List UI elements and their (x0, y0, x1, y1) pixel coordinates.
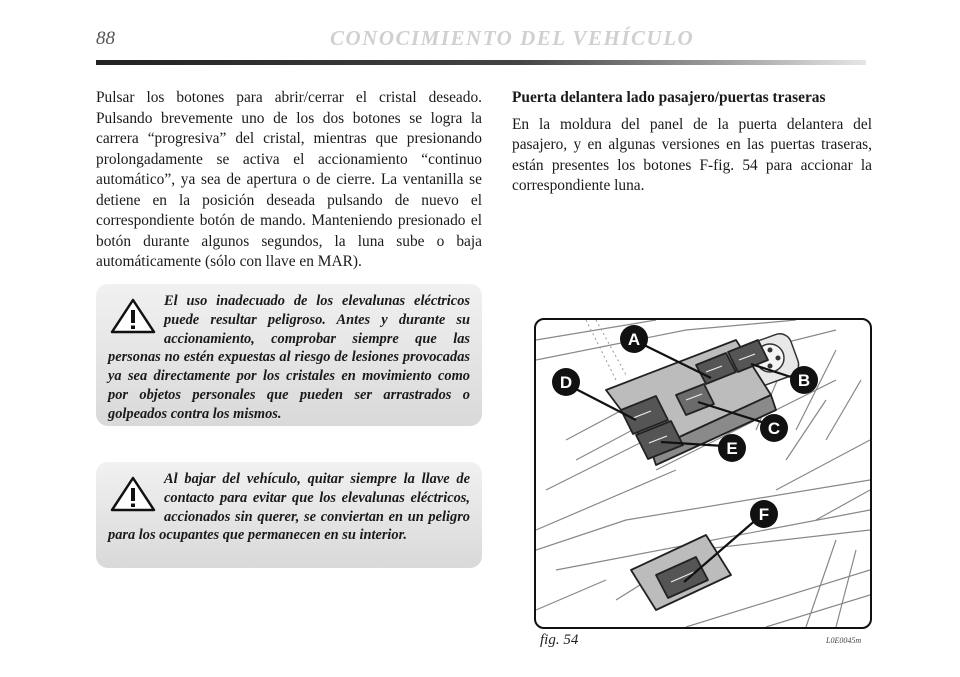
callout-label: D (559, 373, 573, 392)
warning-text: El uso inadecuado de los elevalunas eléctricos puede resultar peligroso. Antes y durante su accionamiento, comprobar siempre que las personas no estén expuestas al riesgo de lesiones provocadas ya sea directamente por los cristales en movimiento como por objetos personales que pueden ser arrastrados o golpeados contra los mismos. (108, 293, 470, 422)
page-number: 88 (96, 28, 115, 49)
callout-b (790, 366, 818, 394)
warning-triangle-icon (110, 298, 156, 334)
callout-a (620, 325, 648, 353)
callout-label: F (758, 505, 770, 524)
figure-callout-labels (536, 320, 870, 627)
figure-window-switches (534, 318, 872, 629)
right-column (512, 88, 872, 197)
callout-d (552, 368, 580, 396)
page-header-title: CONOCIMIENTO DEL VEHÍCULO (330, 26, 695, 50)
callout-label: E (726, 439, 738, 458)
callout-c (760, 414, 788, 442)
left-column (96, 88, 482, 273)
figure-code: L0E0045m (826, 636, 862, 645)
body-paragraph: Pulsar los botones para abrir/cerrar el cristal deseado. Pulsando brevemente uno de los dos botones se logra la carrera “progresiva” del cristal, mientras que presionando prolongadamente se activa el accionamiento “continuo automático”, ya sea de apertura o de cierre. La ventanilla se detiene en la posición deseada pulsando de nuevo el correspondiente botón de mando. Manteniendo presionado el botón durante algunos segundos, la luna sube o baja automáticamente (sólo con llave en MAR). (96, 89, 482, 270)
warning-box-1 (96, 284, 482, 426)
callout-label: B (797, 371, 811, 390)
section-heading: Puerta delantera lado pasajero/puertas traseras (512, 89, 826, 106)
warning-box-2 (96, 462, 482, 568)
callout-label: A (627, 330, 641, 349)
figure-caption: fig. 54 (540, 632, 579, 648)
warning-triangle-icon (110, 476, 156, 512)
callout-e (718, 434, 746, 462)
warning-text: Al bajar del vehículo, quitar siempre la llave de contacto para evitar que los elevalunas eléctricos, accionados sin querer, se conviertan en un peligro para los ocupantes que permanecen en su interior. (108, 471, 470, 544)
header-rule (96, 60, 866, 65)
callout-f (750, 500, 778, 528)
body-paragraph: En la moldura del panel de la puerta delantera del pasajero, y en algunas versiones en las puertas traseras, están presentes los botones F-fig. 54 para accionar la correspondiente luna. (512, 115, 872, 194)
callout-label: C (767, 419, 781, 438)
